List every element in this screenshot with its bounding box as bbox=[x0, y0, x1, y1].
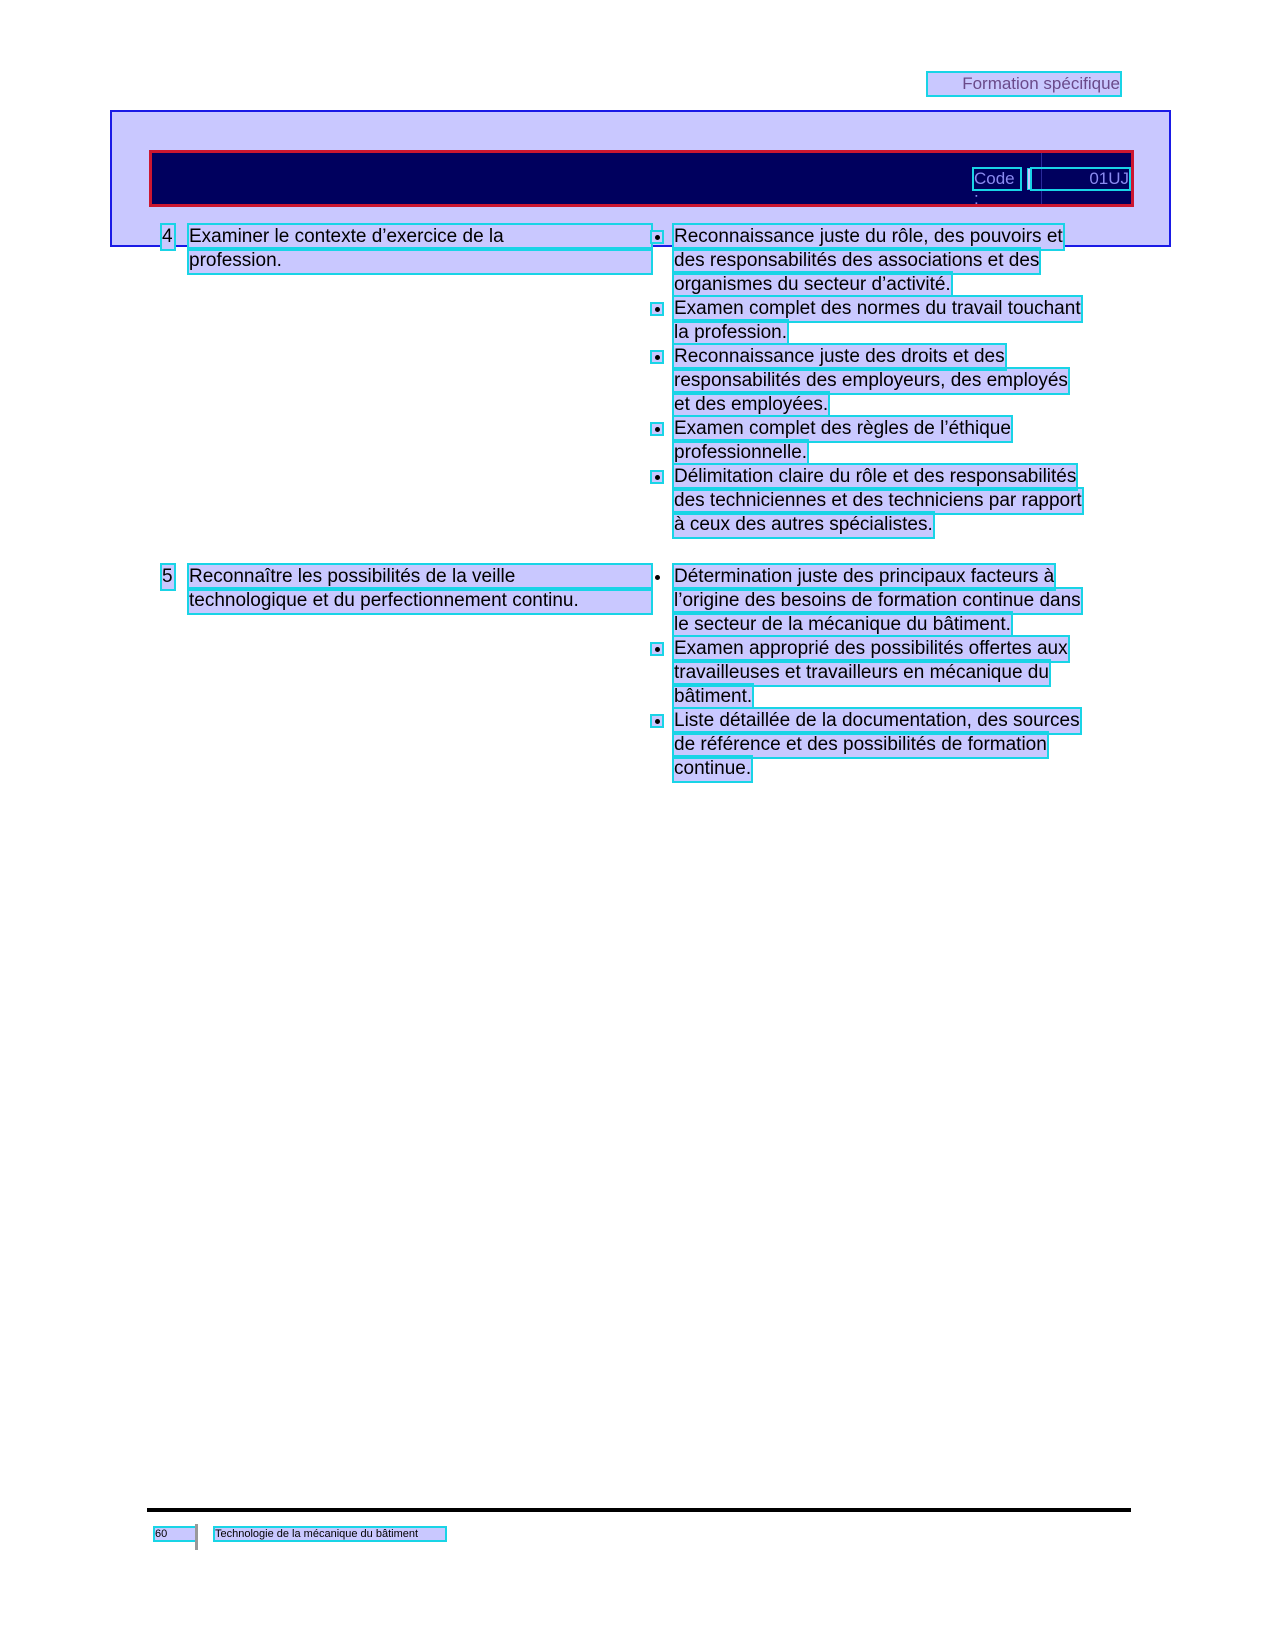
criteria-line: Examen complet des normes du travail touchant bbox=[674, 298, 1081, 319]
element-line: Reconnaître les possibilités de la veille bbox=[189, 565, 651, 589]
element-line: Examiner le contexte d’exercice de la bbox=[189, 225, 651, 249]
criteria-item bbox=[652, 565, 1120, 637]
bullet-icon bbox=[652, 424, 662, 434]
criteria-item bbox=[652, 709, 1120, 781]
criteria-line: la profession. bbox=[674, 322, 788, 343]
criteria-item bbox=[652, 225, 1120, 297]
criteria-line: responsabilités des employeurs, des employés bbox=[674, 370, 1068, 391]
criteria-line: Examen complet des règles de l’éthique bbox=[674, 418, 1011, 439]
criteria-item bbox=[652, 297, 1120, 345]
criteria-line: Délimitation claire du rôle et des responsabilités bbox=[674, 466, 1077, 487]
criteria-line: professionnelle. bbox=[674, 442, 808, 463]
criteria-line: et des employées. bbox=[674, 394, 829, 415]
criteria-line: bâtiment. bbox=[674, 686, 753, 707]
code-separator bbox=[1028, 169, 1031, 189]
bullet-icon bbox=[652, 572, 662, 582]
element-description bbox=[189, 225, 657, 273]
criteria-line: Reconnaissance juste du rôle, des pouvoirs et bbox=[674, 226, 1063, 247]
document-title: Technologie de la mécanique du bâtiment bbox=[215, 1528, 445, 1540]
criteria-line: Examen approprié des possibilités offertes aux bbox=[674, 638, 1068, 659]
criteria-line: Liste détaillée de la documentation, des sources bbox=[674, 710, 1080, 731]
criteria-item bbox=[652, 417, 1120, 465]
criteria-line: Reconnaissance juste des droits et des bbox=[674, 346, 1005, 367]
criteria-item bbox=[652, 637, 1120, 709]
element-number: 4 bbox=[162, 226, 173, 247]
criteria-line: travailleuses et travailleurs en mécanique du bbox=[674, 662, 1049, 683]
bullet-icon bbox=[652, 716, 662, 726]
criteria-line: Détermination juste des principaux facteurs à bbox=[674, 566, 1055, 587]
code-value: 01UJ bbox=[1032, 169, 1129, 189]
criteria-item bbox=[652, 345, 1120, 417]
section-title: Formation spécifique bbox=[928, 73, 1120, 95]
criteria-line: le secteur de la mécanique du bâtiment. bbox=[674, 614, 1011, 635]
page-number: 60 bbox=[155, 1528, 195, 1540]
element-number: 5 bbox=[162, 566, 173, 587]
criteria-line: à ceux des autres spécialistes. bbox=[674, 514, 933, 535]
criteria-list bbox=[652, 565, 1120, 781]
criteria-line: de référence et des possibilités de formation bbox=[674, 734, 1047, 755]
criteria-line: des responsabilités des associations et des bbox=[674, 250, 1040, 271]
bullet-icon bbox=[652, 232, 662, 242]
element-description bbox=[189, 565, 657, 613]
bullet-icon bbox=[652, 644, 662, 654]
code-bar bbox=[149, 150, 1134, 207]
criteria-list bbox=[652, 225, 1120, 537]
criteria-line: continue. bbox=[674, 758, 752, 779]
bullet-icon bbox=[652, 472, 662, 482]
code-label: Code : bbox=[974, 169, 1020, 189]
criteria-line: l’origine des besoins de formation continue dans bbox=[674, 590, 1081, 611]
criteria-line: organismes du secteur d’activité. bbox=[674, 274, 951, 295]
criteria-item bbox=[652, 465, 1120, 537]
footer-rule bbox=[147, 1508, 1131, 1512]
footer-separator bbox=[195, 1524, 198, 1550]
criteria-line: des techniciennes et des techniciens par rapport bbox=[674, 490, 1082, 511]
element-line: profession. bbox=[189, 249, 651, 273]
bullet-icon bbox=[652, 352, 662, 362]
element-line: technologique et du perfectionnement continu. bbox=[189, 589, 651, 613]
bullet-icon bbox=[652, 304, 662, 314]
